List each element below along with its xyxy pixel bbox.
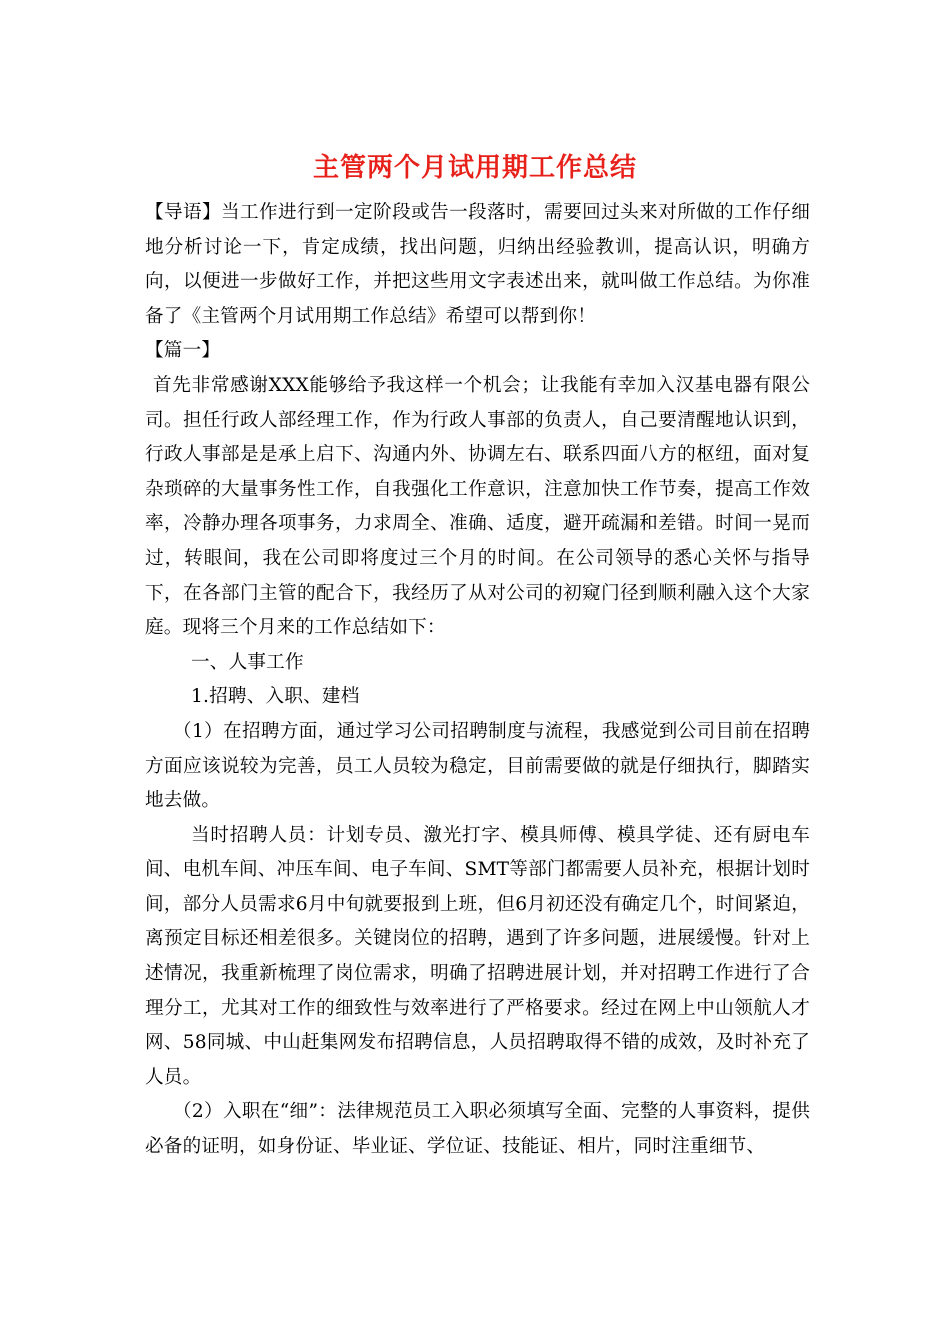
body-paragraph: 当时招聘人员：计划专员、激光打字、模具师傅、模具学徒、还有厨电车间、电机车间、冲压车间、电子车间、SMT等部门都需要人员补充，根据计划时间，部分人员需求6月中旬就要报到上班，但6月初还没有确定几个，时间紧迫，离预定目标还相差很多。关键岗位的招聘，遇到了许多问题，进展缓慢。针对上述情况，我重新梳理了岗位需求，明确了招聘进展计划，并对招聘工作进行了合理分工，尤其对工作的细致性与效率进行了严格要求。经过在网上中山领航人才网、58同城、中山赶集网发布招聘信息，人员招聘取得不错的成效，及时补充了人员。 bbox=[145, 824, 810, 1088]
body-paragraph: 首先非常感谢XXX能够给予我这样一个机会；让我能有幸加入汉基电器有限公司。担任行政人部经理工作，作为行政人事部的负责人，自己要清醒地认识到，行政人事部是是承上启下、沟通内外、协调左右、联系四面八方的枢纽，面对复杂琐碎的大量事务性工作，自我强化工作意识，注意加快工作节奏，提高工作效率，冷静办理各项事务，力求周全、准确、适度，避开疏漏和差错。时间一晃而过，转眼间，我在公司即将度过三个月的时间。在公司领导的悉心关怀与指导下，在各部门主管的配合下，我经历了从对公司的初窥门径到顺利融入这个大家庭。现将三个月来的工作总结如下： bbox=[145, 374, 810, 639]
intro-paragraph: 【导语】当工作进行到一定阶段或告一段落时，需要回过头来对所做的工作仔细地分析讨论一下，肯定成绩，找出问题，归纳出经验教训，提高认识，明确方向，以便进一步做好工作，并把这些用文字表述出来，就叫做工作总结。为你准备了《主管两个月试用期工作总结》希望可以帮到你！ bbox=[145, 202, 810, 327]
body-paragraph: （1）在招聘方面，通过学习公司招聘制度与流程，我感觉到公司目前在招聘方面应该说较为完善，员工人员较为稳定，目前需要做的就是仔细执行，脚踏实地去做。 bbox=[145, 720, 810, 812]
body-paragraph: （2）入职在“细”：法律规范员工入职必须填写全面、完整的人事资料，提供必备的证明，如身份证、毕业证、学位证、技能证、相片，同时注重细节、 bbox=[145, 1101, 810, 1158]
document-body bbox=[145, 196, 810, 1165]
section-heading: 【篇一】 bbox=[145, 340, 221, 362]
document-title: 主管两个月试用期工作总结 bbox=[312, 153, 637, 183]
subsection-heading: 1.招聘、入职、建档 bbox=[191, 686, 360, 708]
section-heading-hr: 一、人事工作 bbox=[191, 651, 304, 673]
